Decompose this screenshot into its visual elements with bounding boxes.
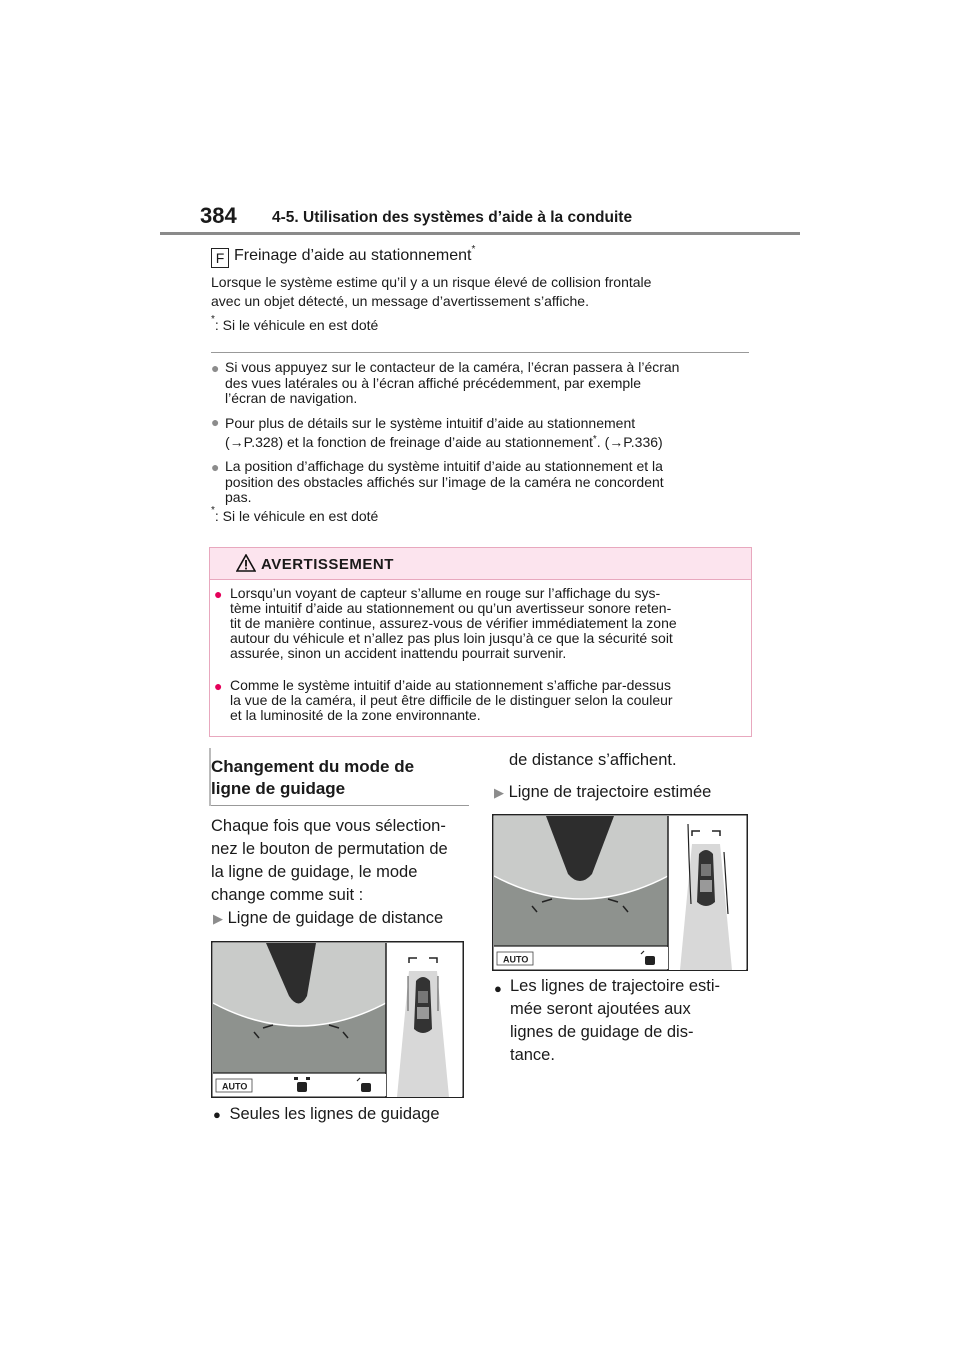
footnote [211,505,379,524]
para-line: change comme suit : [211,886,364,904]
bullet-line: position des obstacles affichés sur l’image de la caméra ne concordent [225,473,664,490]
page-number: 384 [200,203,237,228]
section-f-body [211,273,751,311]
section-f-title-text: Freinage d’aide au stationnement [234,247,472,264]
bullet-text [225,459,751,506]
footnote-text: : Si le véhicule en est doté [214,508,379,524]
section-f-marker: F [211,248,229,268]
warning-text [230,586,744,661]
footnote-marker: * [592,434,597,445]
bullet-line-part: . (→P.336) [596,434,663,450]
warning-line: la vue de la caméra, il peut être difficile de le distinguer selon la couleur [230,692,673,708]
bullet-line: l’écran de navigation. [225,390,358,406]
triangle-right-icon: ▶ [213,911,223,926]
bullet-text [225,360,751,407]
header-rule [160,232,800,235]
warning-title: AVERTISSEMENT [261,556,394,573]
bullet-line: pas. [225,489,252,505]
warning-line: tit de manière continue, assurez-vous de vérifier immédiatement la zone [230,615,677,631]
mode1-description [213,1103,440,1126]
section-title: 4-5. Utilisation des systèmes d’aide à la conduite [272,209,633,226]
heading-line: Changement du mode de [211,757,415,776]
body-line: Lorsque le système estime qu’il y a un risque élevé de collision frontale [211,274,652,290]
bullet-text [225,414,751,452]
mode2-desc-text [510,975,770,1067]
section-f-title [234,244,476,265]
warning-line: assurée, sinon un accident inattendu pourrait survenir. [230,645,567,661]
warning-divider [210,579,751,580]
bullet-dot-icon: ● [211,459,220,475]
bullet-dot-icon: ● [494,981,502,996]
bullet-dot-icon: ● [214,678,223,694]
heading-line: ligne de guidage [211,779,346,798]
bullet-line: des vues latérales ou à l’écran affiché précédemment, par exemple [225,374,642,391]
bullet-line: Si vous appuyez sur le contacteur de la caméra, l’écran passera à l’écran [225,359,680,375]
para-line: Chaque fois que vous sélection- [211,817,446,835]
divider [211,352,749,353]
auto-label: AUTO [503,954,529,965]
bullet-dot-icon: ● [211,414,220,430]
body-line: avec un objet détecté, un message d’avertissement s’affiche. [211,293,589,309]
warning-line: Lorsqu’un voyant de capteur s’allume en rouge sur l’affichage du sys- [230,585,661,601]
footnote-marker: * [211,505,215,516]
mode2-label-text: Ligne de trajectoire estimée [508,783,712,801]
mode1-label-text: Ligne de guidage de distance [227,909,444,927]
guide-paragraph [211,815,448,907]
warning-triangle-icon [236,554,256,572]
triangle-right-icon: ▶ [494,785,504,800]
bullet-line: Pour plus de détails sur le système intuitif d’aide au stationnement [225,415,636,431]
bullet-line: La position d’affichage du système intuitif d’aide au stationnement et la [225,458,663,474]
camera-image-trajectory-guide [492,814,748,971]
mode2-label [494,781,711,804]
auto-label: AUTO [222,1081,248,1092]
heading-rule [211,805,469,806]
bullet-line-part: (→P.328) et la fonction de freinage d’aide au stationnement [225,434,593,450]
para-line: la ligne de guidage, le mode [211,863,418,881]
bullet-line [225,433,751,452]
guide-heading [211,756,414,800]
mode2-desc-line: lignes de guidage de dis- [510,1023,694,1041]
footnote-marker: * [471,244,476,255]
warning-text [230,678,744,723]
mode2-desc-line: mée seront ajoutées aux [510,1000,691,1018]
bullet-dot-icon: ● [213,1107,221,1122]
footnote [211,314,379,333]
warning-line: tème intuitif d’aide au stationnement ou qu’un avertisseur sonore reten- [230,600,672,616]
mode1-label [213,907,443,930]
warning-line: et la luminosité de la zone environnante. [230,707,481,723]
footnote-marker: * [211,314,215,325]
mode2-desc-line: Les lignes de trajectoire esti- [510,977,721,995]
warning-box [209,547,752,737]
mode1-desc-line: Seules les lignes de guidage [229,1105,440,1123]
warning-line: Comme le système intuitif d’aide au stationnement s’affiche par-dessus [230,677,671,693]
para-line: nez le bouton de permutation de [211,840,448,858]
footnote-text: : Si le véhicule en est doté [214,317,379,333]
mode2-desc-line: tance. [510,1046,555,1064]
bullet-dot-icon: ● [214,586,223,602]
warning-line: autour du véhicule et n’allez pas plus loin jusqu’à ce que la sécurité soit [230,630,673,646]
camera-image-distance-guide [211,941,464,1098]
bullet-dot-icon: ● [211,360,220,376]
mode1-description-cont: de distance s’affichent. [509,751,677,769]
